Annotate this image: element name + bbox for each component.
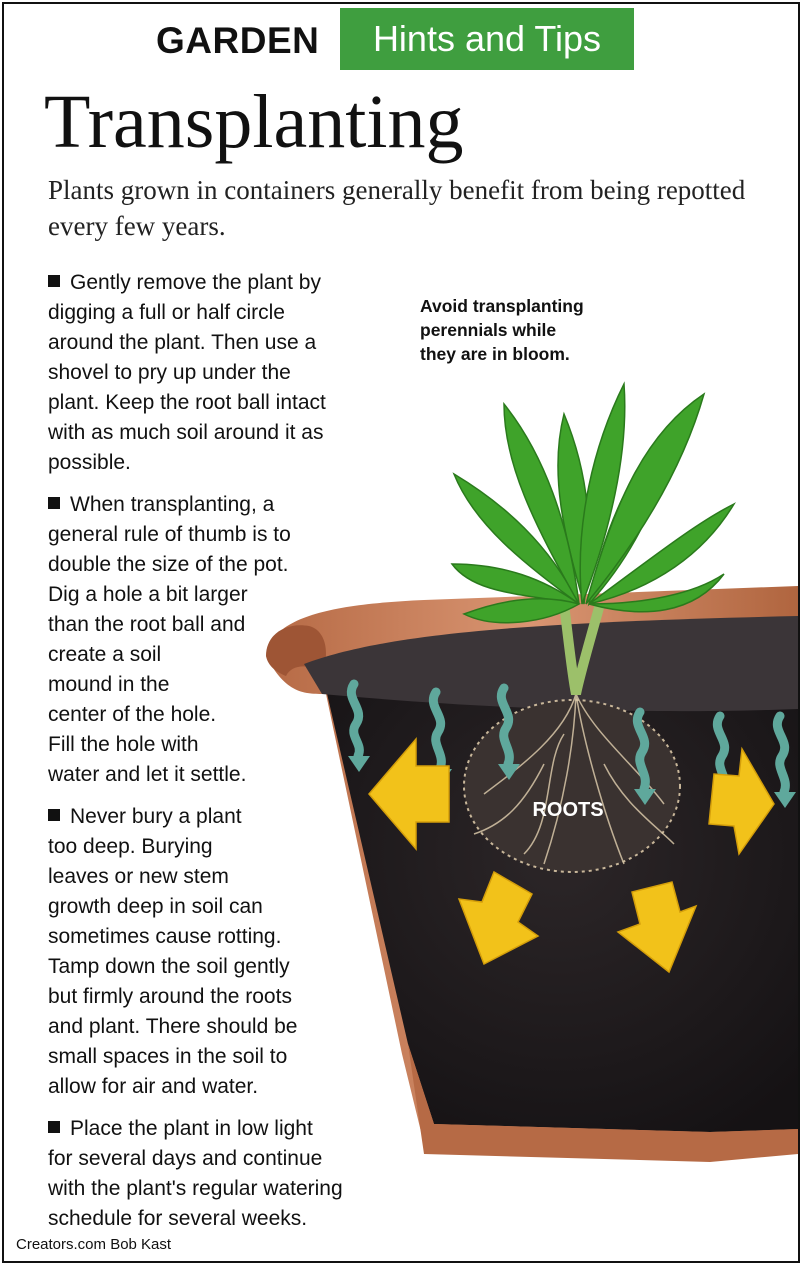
- tip-line: water and let it settle.: [48, 763, 247, 786]
- tip-line: and plant. There should be: [48, 1015, 298, 1038]
- callout-line: they are in bloom.: [420, 344, 570, 364]
- tip-line: around the plant. Then use a: [48, 331, 317, 354]
- page-title: Transplanting: [44, 80, 464, 164]
- tip-line: small spaces in the soil to: [48, 1045, 288, 1068]
- tip-line: sometimes cause rotting.: [48, 925, 282, 948]
- tip-line: Fill the hole with: [48, 733, 199, 756]
- tip-line: than the root ball and: [48, 613, 246, 636]
- tip-item: [48, 1114, 343, 1234]
- page-subtitle: Plants grown in containers generally benefit from being repotted every few years.: [48, 175, 746, 241]
- tip-line: mound in the: [48, 673, 170, 696]
- roots-label: ROOTS: [532, 799, 604, 821]
- tip-line: digging a full or half circle: [48, 301, 285, 324]
- tip-line: plant. Keep the root ball intact: [48, 391, 326, 414]
- tip-item: [48, 802, 343, 1102]
- tip-line: center of the hole.: [48, 703, 217, 726]
- bloom-callout: [420, 294, 584, 366]
- tip-line: double the size of the pot.: [48, 553, 289, 576]
- callout-line: perennials while: [420, 320, 557, 340]
- tip-line: for several days and continue: [48, 1147, 323, 1170]
- plant-leaves: [452, 384, 734, 623]
- tip-line: Never bury a plant: [70, 805, 242, 828]
- bullet-square-icon: [48, 497, 60, 509]
- garden-label: GARDEN: [156, 20, 320, 61]
- tip-line: general rule of thumb is to: [48, 523, 291, 546]
- credit-line: Creators.com Bob Kast: [16, 1236, 172, 1253]
- tip-line: Tamp down the soil gently: [48, 955, 290, 978]
- tip-line: allow for air and water.: [48, 1075, 259, 1098]
- tip-line: possible.: [48, 451, 131, 474]
- tip-line: When transplanting, a: [70, 493, 275, 516]
- tip-line: Gently remove the plant by: [70, 271, 321, 294]
- tip-item: [48, 490, 343, 790]
- tip-item: [48, 268, 343, 478]
- tip-line: create a soil: [48, 643, 162, 666]
- tip-line: growth deep in soil can: [48, 895, 263, 918]
- tip-line: shovel to pry up under the: [48, 361, 291, 384]
- tip-line: with the plant's regular watering: [48, 1177, 343, 1200]
- tip-line: Place the plant in low light: [70, 1117, 313, 1140]
- tips-list: [48, 268, 343, 1246]
- tip-line: schedule for several weeks.: [48, 1207, 308, 1230]
- tip-line: with as much soil around it as: [48, 421, 324, 444]
- tip-line: Dig a hole a bit larger: [48, 583, 248, 606]
- infographic-frame: [2, 2, 800, 1263]
- tip-line: but firmly around the roots: [48, 985, 292, 1008]
- bullet-square-icon: [48, 1121, 60, 1133]
- callout-line: Avoid transplanting: [420, 296, 584, 316]
- tip-line: too deep. Burying: [48, 835, 213, 858]
- bullet-square-icon: [48, 809, 60, 821]
- bullet-square-icon: [48, 275, 60, 287]
- hints-and-tips-badge: Hints and Tips: [340, 8, 634, 70]
- tip-line: leaves or new stem: [48, 865, 229, 888]
